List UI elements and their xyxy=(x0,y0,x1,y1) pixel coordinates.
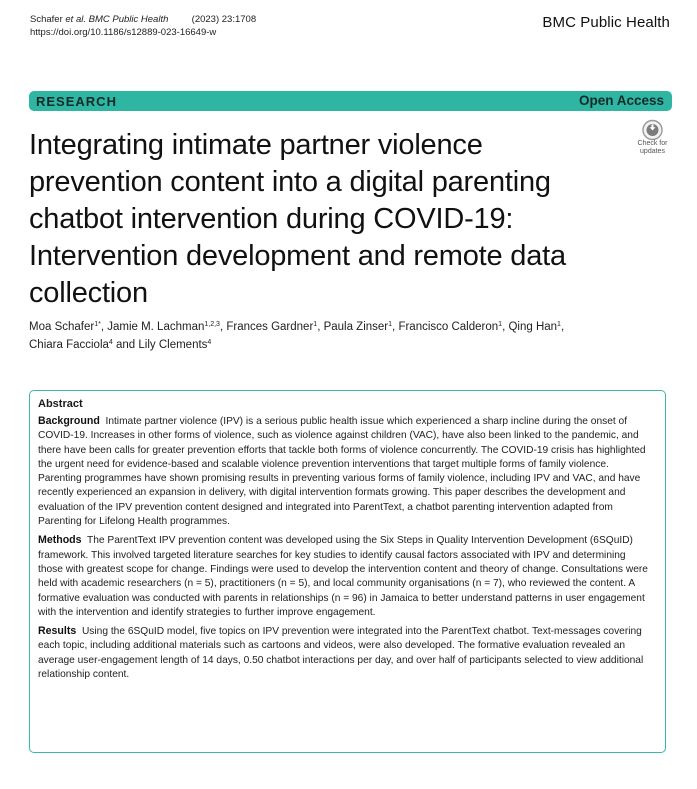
author-list: Moa Schafer$^{1*}$, Jamie M. Lachman$^{1,2,3}$, Frances Gardner$^1$, Paula Zinser$^1$, Francisco Calderon$^1$, Qing Han$^1$, Chiara Facciola$^4$ and Lily Clements$^4$ xyxy=(29,321,565,351)
author[interactable]: Frances Gardner$^1$ xyxy=(226,321,318,333)
background-label: Background xyxy=(38,415,100,427)
abstract-results xyxy=(38,624,650,682)
author[interactable]: Paula Zinser$^1$ xyxy=(323,321,393,333)
journal-brand: BMC Public Health xyxy=(542,14,670,31)
check-updates-label: Check for updates xyxy=(637,140,668,155)
citation-header xyxy=(30,13,256,39)
citation-volume: (2023) 23:1708 xyxy=(191,14,257,25)
check-for-updates-button[interactable] xyxy=(631,119,674,157)
author[interactable]: Moa Schafer$^{1*}$ xyxy=(29,321,101,333)
author[interactable]: Jamie M. Lachman$^{1,2,3}$ xyxy=(107,321,220,333)
section-banner xyxy=(29,91,672,111)
check-updates-icon xyxy=(631,119,674,141)
abstract-box xyxy=(29,390,666,753)
article-title: Integrating intimate partner violence prevention content into a digital parenting chatbot intervention during COVID-19: Intervention development and remote data collection xyxy=(29,129,566,309)
background-text: Intimate partner violence (IPV) is a serious public health issue which experienced a sharp incline during the onset of COVID-19. Increases in other forms of violence, such as violence against children (VAC), have also been linked to the pandemic, and there have been calls for greater prevention efforts that tackle both forms of violence concurrently. The COVID-19 crisis has highlighted the urgent need for evidence-based and scalable violence prevention interventions that target multiple forms of family violence. Parenting programmes have shown promising results in preventing various forms of family violence, including IPV and VAC, and have recently experienced an expansion in delivery, with digital intervention formats growing. This paper describes the development and evaluation of the IPV prevention content designed and integrated into ParentText, a chatbot parenting intervention adapted from Parenting for Lifelong Health programmes. xyxy=(38,416,646,528)
citation-authors: Schafer xyxy=(30,14,63,25)
author[interactable]: Qing Han$^1$ xyxy=(508,321,561,333)
methods-label: Methods xyxy=(38,534,82,547)
citation-et-al: et al. xyxy=(65,14,86,25)
open-access-label: Open Access xyxy=(578,93,664,108)
author[interactable]: Chiara Facciola$^4$ xyxy=(29,339,113,351)
citation-journal: BMC Public Health xyxy=(88,14,169,25)
author[interactable]: Lily Clements$^4$ xyxy=(138,339,212,351)
abstract-methods xyxy=(38,533,650,620)
abstract-heading: Abstract xyxy=(38,398,83,410)
doi-link[interactable]: https://doi.org/10.1186/s12889-023-16649-w xyxy=(30,27,217,38)
section-label: RESEARCH xyxy=(36,94,117,109)
citation-line xyxy=(30,13,256,26)
results-text: Using the 6SQuID model, five topics on IPV prevention were integrated into the ParentText chatbot. Text-messages covering each topic, including additional materials such as cartoons and videos, were also developed. The formative evaluation revealed an average user-engagement length of 14 days, 0.50 chatbot interactions per day, and over half of participants selected to view additional relationship content. xyxy=(38,626,644,681)
author[interactable]: Francisco Calderon$^1$ xyxy=(398,321,503,333)
methods-text: The ParentText IPV prevention content was developed using the Six Steps in Quality Intervention Development (6SQuID) framework. This involved targeted literature searches for key studies to identify causal factors associated with IPV and determining those with greatest scope for change. Findings were used to develop the intervention content and theory of change. Consultations were held with academic researchers (n = 5), practitioners (n = 5), and local community organisations (n = 7), who reviewed the content. A formative evaluation was conducted with parents in relationships (n = 96) in Jamaica to better understand patterns in user engagement with the intervention and identify strategies to further improve engagement. xyxy=(38,535,648,618)
abstract-background xyxy=(38,414,650,529)
results-label: Results xyxy=(38,625,77,638)
